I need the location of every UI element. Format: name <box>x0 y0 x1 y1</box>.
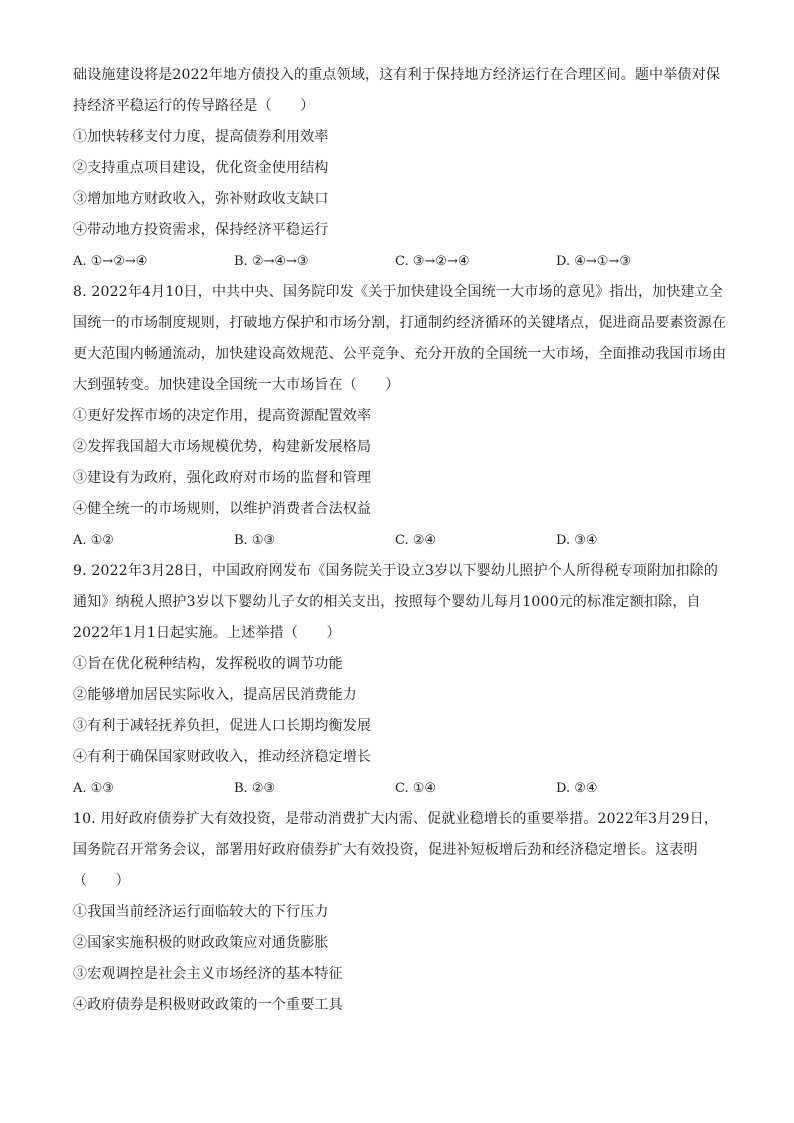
q9-stem-line: 2022年1月1日起实施。上述举措（ ） <box>73 625 341 641</box>
q7-statement: ②支持重点项目建设，优化资金使用结构 <box>73 160 329 176</box>
question-10 <box>73 804 719 1021</box>
q10-statement: ③宏观调控是社会主义市场经济的基本特征 <box>73 966 343 982</box>
q8-stem-line: 8. 2022年4月10日，中共中央、国务院印发《关于加快建设全国统一大市场的意见》指出，加快建立全 <box>73 284 724 300</box>
q7-statement: ③增加地方财政收入，弥补财政收支缺口 <box>73 191 329 207</box>
q8-stem-line: 国统一的市场制度规则，打破地方保护和市场分割，打通制约经济循环的关键堵点，促进商品要素资源在 <box>73 315 727 331</box>
exam-page <box>73 60 727 1021</box>
q10-stem-line: 国务院召开常务会议，部署用好政府债券扩大有效投资，促进补短板增后劲和经济稳定增长。这表明 <box>73 842 698 858</box>
q9-statement: ①旨在优化税种结构，发挥税收的调节功能 <box>73 656 343 672</box>
q9-option-d: D. ②④ <box>556 781 598 796</box>
q10-statement: ④政府债券是积极财政政策的一个重要工具 <box>73 997 343 1013</box>
q7-stem-line: 础设施建设将是2022年地方债投入的重点领域，这有利于保持地方经济运行在合理区间。题中举债对保 <box>73 67 721 83</box>
q7-statement: ①加快转移支付力度，提高债券利用效率 <box>73 129 329 145</box>
q8-statement: ③建设有为政府，强化政府对市场的监督和管理 <box>73 470 372 486</box>
q8-option-c: C. ②④ <box>395 533 437 548</box>
q7-options <box>73 246 719 277</box>
q9-statement: ③有利于减轻抚养负担，促进人口长期均衡发展 <box>73 718 372 734</box>
q7-option-c: C. ③→②→④ <box>395 254 470 269</box>
q10-stem-line: 10. 用好政府债券扩大有效投资，是带动消费扩大内需、促就业稳增长的重要举措。2022年3月29日， <box>73 811 719 827</box>
q9-statement: ④有利于确保国家财政收入，推动经济稳定增长 <box>73 749 372 765</box>
question-9 <box>73 556 719 804</box>
q8-stem-line: 大到强转变。加快建设全国统一大市场旨在（ ） <box>73 377 400 393</box>
question-8 <box>73 277 727 556</box>
q10-statement: ②国家实施积极的财政政策应对通货膨胀 <box>73 935 329 951</box>
q10-stem-line: （ ） <box>73 873 130 889</box>
q8-stem-line: 更大范围内畅通流动，加快建设高效规范、公平竞争、充分开放的全国统一大市场，全面推动我国市场由 <box>73 346 727 362</box>
q9-statement: ②能够增加居民实际收入，提高居民消费能力 <box>73 687 357 703</box>
q8-statement: ②发挥我国超大市场规模优势，构建新发展格局 <box>73 439 372 455</box>
q7-stem-line: 持经济平稳运行的传导路径是（ ） <box>73 98 315 114</box>
q7-option-d: D. ④→①→③ <box>556 254 631 269</box>
q9-option-c: C. ①④ <box>395 781 437 796</box>
q9-option-b: B. ②③ <box>234 781 276 796</box>
q7-option-b: B. ②→④→③ <box>234 254 309 269</box>
q9-stem-line: 通知》纳税人照护3岁以下婴幼儿子女的相关支出，按照每个婴幼儿每月1000元的标准定额扣除，自 <box>73 594 701 610</box>
q8-option-a: A. ①② <box>73 533 114 548</box>
q9-stem-line: 9. 2022年3月28日，中国政府网发布《国务院关于设立3岁以下婴幼儿照护个人所得税专项附加扣除的 <box>73 563 719 579</box>
q9-option-a: A. ①③ <box>73 781 114 796</box>
q8-option-b: B. ①③ <box>234 533 276 548</box>
q7-statement: ④带动地方投资需求，保持经济平稳运行 <box>73 222 329 238</box>
q9-options <box>73 773 719 804</box>
question-7 <box>73 60 719 277</box>
q8-statement: ④健全统一的市场规则，以维护消费者合法权益 <box>73 501 372 517</box>
q8-options <box>73 525 719 556</box>
q8-option-d: D. ③④ <box>556 533 598 548</box>
q8-statement: ①更好发挥市场的决定作用，提高资源配置效率 <box>73 408 372 424</box>
q10-statement: ①我国当前经济运行面临较大的下行压力 <box>73 904 329 920</box>
q7-option-a: A. ①→②→④ <box>73 254 148 269</box>
